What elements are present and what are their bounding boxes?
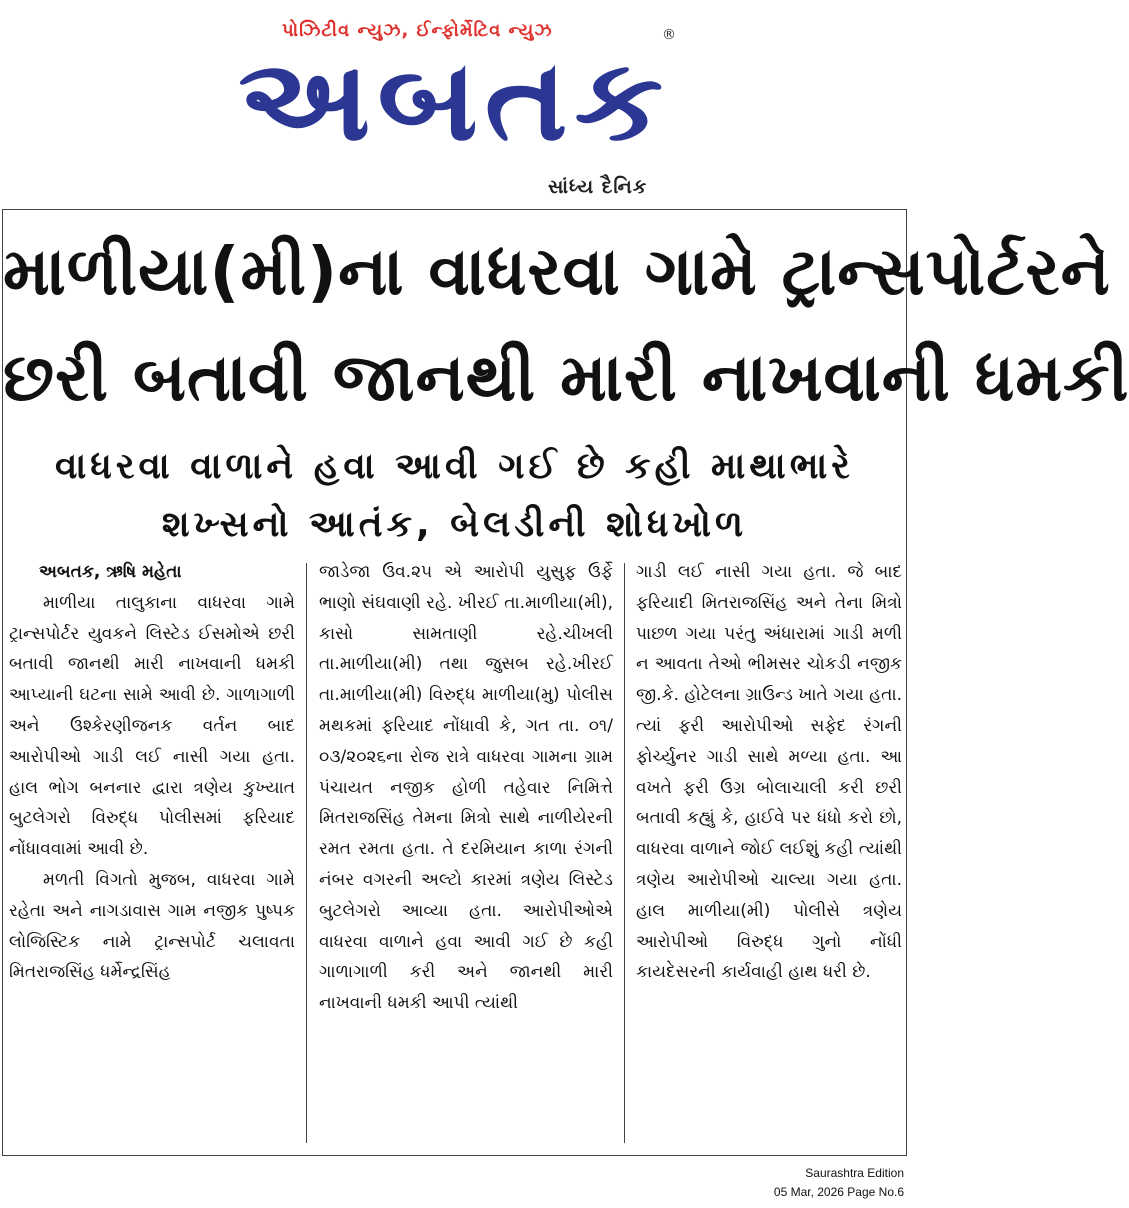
registered-mark: ® bbox=[662, 27, 676, 43]
paragraph: ગાડી લઈ નાસી ગયા હતા. જે બાદ ફરિયાદી મિતરાજસિંહ અને તેના મિત્રો પાછળ ગયા પરંતુ અંધારામાં ગાડી મળી ન આવતા તેઓ ભીમસર ચોકડી નજીક જી.કે. હોટેલના ગ્રાઉન્ડ ખાતે ગયા હતા. ત્યાં ફરી આરોપીઓ સફેદ રંગની ફોર્ચ્યુનર ગાડી સાથે મળ્યા હતા. આ વખતે ફરી ઉગ્ર બોલાચાલી કરી છરી બતાવી કહ્યું કે, હાઈવે પર ધંધો કરો છો, વાધરવા વાળાને જોઈ લઈશું કહી ત્યાંથી ત્રણેય આરોપીઓ ચાલ્યા ગયા હતા. હાલ માળીયા(મી) પોલીસે ત્રણેય આરોપીઓ વિરુદ્ધ ગુનો નોંધી કાયદેસરની કાર્યવાહી હાથ ધરી છે. bbox=[636, 562, 903, 983]
subheadline-line-1: વાધરવા વાળાને હવા આવી ગઈ છે કહી માથાભારે bbox=[55, 446, 854, 487]
article-column-1 bbox=[9, 557, 295, 988]
article-columns bbox=[3, 557, 906, 1152]
paragraph: જાડેજા ઉવ.૨૫ એ આરોપી યુસુફ ઉર્ફે ભાણો સંઘવાણી રહે. ખીરઈ તા.માળીયા(મી), કાસો સામતાણી રહે.ચીખલી તા.માળીયા(મી) તથા જુસબ રહે.ખીરઈ તા.માળીયા(મી) વિરુદ્ધ માળીયા(મુ) પોલીસ મથકમાં ફરિયાદ નોંધાવી કે, ગત તા. ૦૧/ ૦૩/૨૦૨૬ના રોજ રાત્રે વાધરવા ગામના ગ્રામ પંચાયત નજીક હોળી તહેવાર નિમિત્તે મિતરાજસિંહ તેમના મિત્રો સાથે નાળીયેરની રમત રમતા હતા. તે દરમિયાન કાળા રંગની નંબર વગરની અલ્ટો કારમાં ત્રણેય લિસ્ટેડ બુટલેગરો આવ્યા હતા. આરોપીઓએ વાધરવા વાળાને હવા આવી ગઈ છે કહી ગાળાગાળી કરી અને જાનથી મારી નાખવાની ધમકી આપી ત્યાંથી bbox=[319, 562, 613, 1014]
newspaper-logo: અબતક bbox=[238, 36, 670, 166]
column-divider bbox=[306, 563, 307, 1143]
article-column-3 bbox=[636, 557, 902, 988]
headline-line-2: છરી બતાવી જાનથી મારી નાખવાની ધમકી bbox=[3, 339, 1129, 416]
edition-name: Saurashtra Edition bbox=[805, 1166, 904, 1180]
page-footer bbox=[774, 1164, 904, 1202]
subheadline-line-2: શખ્સનો આતંક, બેલડીની શોધખોળ bbox=[161, 504, 748, 545]
article-column-2 bbox=[319, 557, 613, 1019]
masthead-tagline: પોઝિટીવ ન્યુઝ, ઈન્ફોર્મેટિવ ન્યુઝ bbox=[282, 20, 553, 41]
headline-line-1: માળીયા(મી)ના વાધરવા ગામે ટ્રાન્સપોર્ટરને bbox=[3, 233, 1111, 310]
news-article bbox=[2, 209, 1129, 1156]
column-divider bbox=[624, 563, 625, 1143]
masthead bbox=[0, 0, 912, 205]
paragraph: માળીયા તાલુકાના વાધરવા ગામે ટ્રાન્સપોર્ટર યુવકને લિસ્ટેડ ઈસમોએ છરી બતાવી જાનથી મારી નાખવાની ધમકી આપ્યાની ઘટના સામે આવી છે. ગાળાગાળી અને ઉશ્કેરણીજનક વર્તન બાદ આરોપીઓ ગાડી લઈ નાસી ગયા હતા. હાલ ભોગ બનનાર દ્વારા ત્રણેય કુખ્યાત બુટલેગરો વિરુદ્ધ પોલીસમાં ફરિયાદ નોંધાવવામાં આવી છે. bbox=[9, 592, 295, 860]
date-and-page: 05 Mar, 2026 Page No.6 bbox=[773, 1185, 904, 1199]
byline: અબતક, ઋષિ મહેતા bbox=[39, 562, 182, 582]
edition-type-label: સાંધ્ય દૈનિક bbox=[548, 176, 648, 198]
paragraph: મળતી વિગતો મુજબ, વાધરવા ગામે રહેતા અને નાગડાવાસ ગામ નજીક પુષ્પક લોજિસ્ટિક નામે ટ્રાન્સપોર્ટ ચલાવતા મિતરાજસિંહ ધર્મેન્દ્રસિંહ bbox=[9, 869, 295, 983]
